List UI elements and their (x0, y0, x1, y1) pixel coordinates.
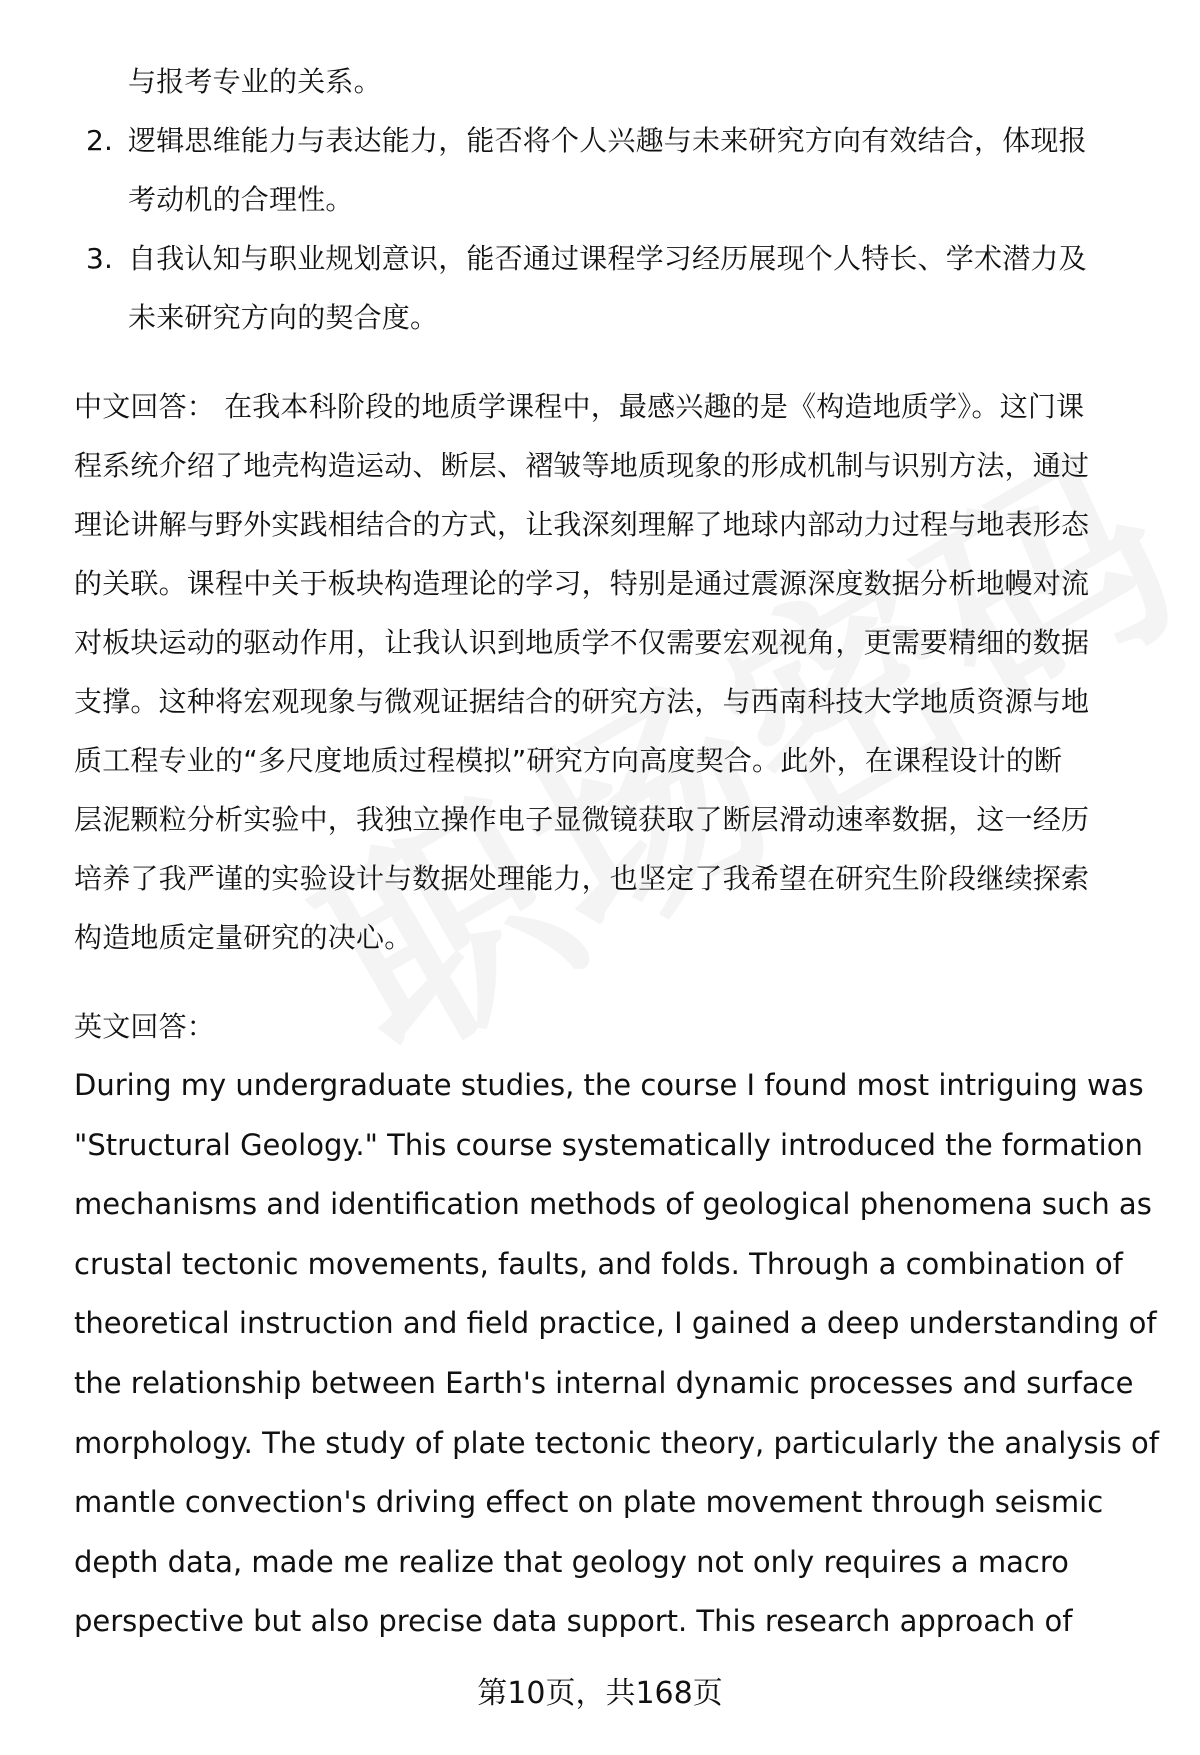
english-answer-line: mantle convection's driving effect on plate movement through seismic (74, 1485, 1104, 1520)
chinese-answer-line: 对板块运动的驱动作用，让我认识到地质学不仅需要宏观视角，更需要精细的数据 (74, 626, 1090, 659)
chinese-answer-line: 理论讲解与野外实践相结合的方式，让我深刻理解了地球内部动力过程与地表形态 (74, 508, 1090, 541)
list-item-number: 3. (86, 242, 114, 275)
chinese-answer-line: 程系统介绍了地壳构造运动、断层、褶皱等地质现象的形成机制与识别方法，通过 (74, 449, 1090, 482)
english-answer-line: During my undergraduate studies, the course I found most intriguing was (74, 1068, 1144, 1102)
page-number: 第10页，共168页 (477, 1676, 723, 1711)
english-answer-line: morphology. The study of plate tectonic theory, particularly the analysis of (74, 1425, 1159, 1460)
english-answer-line: the relationship between Earth's internal dynamic processes and surface (74, 1365, 1134, 1400)
chinese-answer-line: 构造地质定量研究的决心。 (74, 921, 413, 954)
chinese-answer-line: 支撑。这种将宏观现象与微观证据结合的研究方法，与西南科技大学地质资源与地 (74, 685, 1090, 718)
list-item (74, 111, 1160, 229)
page-content (74, 52, 1160, 1652)
list-item (74, 229, 1160, 347)
list-item-number: 2. (86, 124, 114, 157)
numbered-list (74, 111, 1160, 347)
chinese-answer-line: 层泥颗粒分析实验中，我独立操作电子显微镜获取了断层滑动速率数据，这一经历 (74, 803, 1090, 836)
chinese-answer-line: 培养了我严谨的实验设计与数据处理能力，也坚定了我希望在研究生阶段继续探索 (74, 862, 1090, 895)
english-answer-line: perspective but also precise data support. This research approach of (74, 1604, 1073, 1639)
list-item-continuation: 与报考专业的关系。 (128, 65, 382, 98)
list-item-line: 未来研究方向的契合度。 (128, 301, 439, 334)
chinese-answer (74, 377, 1160, 967)
list-item-line: 考动机的合理性。 (128, 183, 354, 216)
english-answer-heading: 英文回答： (74, 1010, 216, 1043)
chinese-answer-line: 中文回答： 在我本科阶段的地质学课程中，最感兴趣的是《构造地质学》。这门课 (74, 390, 1085, 423)
english-answer-line: depth data, made me realize that geology not only requires a macro (74, 1544, 1069, 1579)
list-item-line: 逻辑思维能力与表达能力，能否将个人兴趣与未来研究方向有效结合，体现报 (128, 124, 1087, 157)
english-answer (74, 997, 1160, 1652)
chinese-answer-line: 质工程专业的“多尺度地质过程模拟”研究方向高度契合。此外，在课程设计的断 (74, 744, 1063, 777)
english-answer-line: "Structural Geology." This course systematically introduced the formation (74, 1127, 1143, 1162)
list-item-line: 自我认知与职业规划意识，能否通过课程学习经历展现个人特长、学术潜力及 (128, 242, 1087, 275)
english-answer-line: crustal tectonic movements, faults, and folds. Through a combination of (74, 1246, 1123, 1281)
chinese-answer-line: 的关联。课程中关于板块构造理论的学习，特别是通过震源深度数据分析地幔对流 (74, 567, 1090, 600)
english-answer-line: theoretical instruction and field practice, I gained a deep understanding of (74, 1306, 1157, 1341)
english-answer-line: mechanisms and identification methods of geological phenomena such as (74, 1187, 1152, 1222)
